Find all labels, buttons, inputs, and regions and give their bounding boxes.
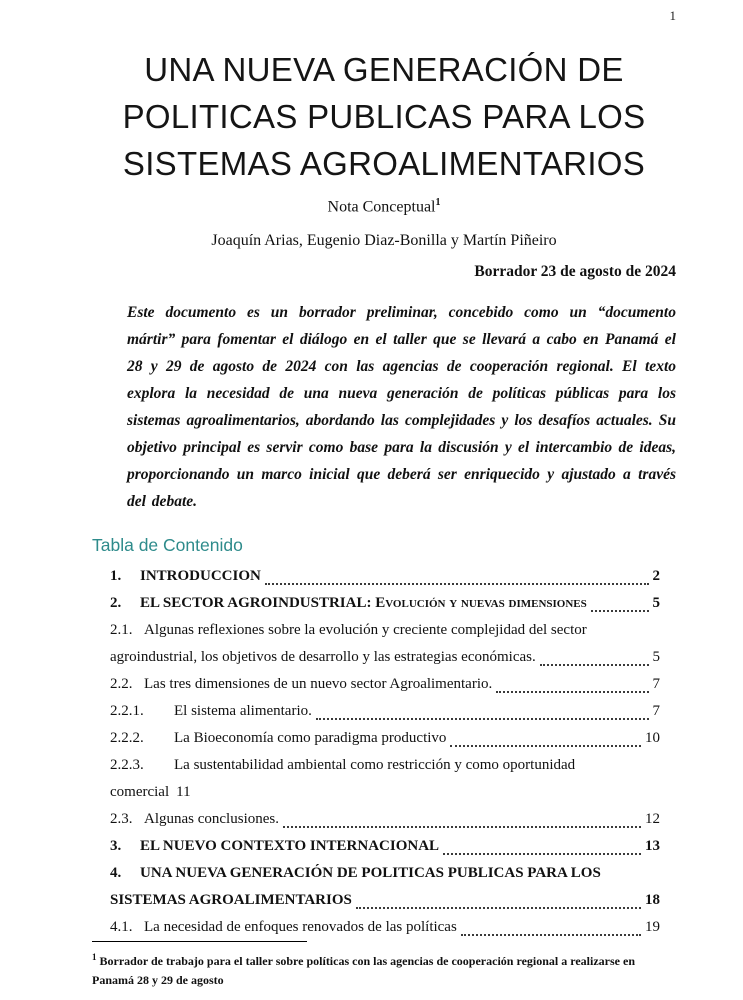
toc-item-label-cont: comercial — [110, 784, 170, 801]
table-of-contents — [110, 563, 660, 941]
toc-item-page[interactable]: 12 — [645, 811, 660, 828]
abstract-paragraph: Este documento es un borrador preliminar, concebido como un “documento mártir” para fomentar el diálogo en el taller que se llevará a cabo en Panamá el 28 y 29 de agosto de 2024 con las agencias de cooperación regional. El texto explora la necesidad de una nueva generación de políticas públicas para los sistemas agroalimentarios, abordando las complejidades y los desafíos actuales. Su objetivo principal es servir como base para la discusión y el intercambio de ideas, proporcionando un marco inicial que deberá ser enriquecido y ajustado a través del debate. — [127, 304, 676, 511]
toc-item-1[interactable] — [110, 563, 660, 590]
toc-item-4-1[interactable] — [110, 914, 660, 941]
toc-item-2-3[interactable] — [110, 806, 660, 833]
dot-leader — [443, 853, 641, 855]
toc-item-label: El sistema alimentario. — [174, 703, 312, 720]
toc-item-number: 2. — [110, 595, 122, 612]
toc-item-2-2-3[interactable] — [110, 752, 660, 806]
subtitle-text: Nota Conceptual — [327, 198, 436, 216]
toc-item-label: La Bioeconomía como paradigma productivo — [174, 730, 447, 747]
toc-item-page[interactable]: 10 — [645, 730, 660, 747]
toc-item-2-2[interactable] — [110, 671, 660, 698]
toc-item-label: UNA NUEVA GENERACIÓN DE POLITICAS PUBLICAS PARA LOS — [140, 865, 601, 882]
toc-item-number: 2.1. — [110, 622, 133, 639]
toc-item-page[interactable]: 7 — [652, 703, 660, 720]
dot-leader — [356, 907, 641, 909]
toc-item-number: 1. — [110, 568, 122, 585]
footnote-marker: 1 — [92, 952, 97, 962]
draft-date: Borrador 23 de agosto de 2024 — [474, 263, 676, 281]
toc-item-page[interactable]: 13 — [645, 838, 660, 855]
toc-item-number: 2.2.2. — [110, 730, 144, 747]
document-title — [92, 46, 676, 187]
title-line-1: UNA NUEVA GENERACIÓN DE — [144, 51, 624, 88]
authors-line: Joaquín Arias, Eugenio Diaz-Bonilla y Martín Piñeiro — [211, 232, 557, 250]
toc-item-4[interactable] — [110, 860, 660, 914]
toc-item-label: EL NUEVO CONTEXTO INTERNACIONAL — [140, 838, 440, 855]
footnote — [92, 941, 676, 990]
toc-item-label-cont: SISTEMAS AGROALIMENTARIOS — [110, 892, 352, 909]
footnote-reference[interactable]: 1 — [435, 197, 441, 208]
dot-leader — [461, 934, 641, 936]
toc-item-label: La necesidad de enfoques renovados de las políticas — [144, 919, 457, 936]
toc-item-label: La sustentabilidad ambiental como restricción y como oportunidad — [174, 757, 576, 774]
dot-leader — [265, 583, 649, 585]
toc-item-number: 2.2.3. — [110, 757, 144, 774]
document-subtitle — [92, 197, 676, 216]
toc-heading: Tabla de Contenido — [92, 535, 243, 556]
dot-leader — [496, 691, 648, 693]
title-line-3: SISTEMAS AGROALIMENTARIOS — [122, 145, 646, 182]
toc-item-page[interactable]: 7 — [652, 676, 660, 693]
page-number: 1 — [669, 8, 676, 23]
toc-item-3[interactable] — [110, 833, 660, 860]
toc-item-2-2-2[interactable] — [110, 725, 660, 752]
toc-item-page[interactable]: 18 — [645, 892, 660, 909]
toc-item-number: 4. — [110, 865, 122, 882]
toc-item-label: Algunas reflexiones sobre la evolución y creciente complejidad del sector — [144, 622, 587, 639]
dot-leader — [450, 745, 641, 747]
toc-item-label: INTRODUCCION — [140, 568, 261, 585]
toc-item-label: Las tres dimensiones de un nuevo sector Agroalimentario. — [144, 676, 493, 693]
dot-leader — [316, 718, 649, 720]
toc-item-number: 3. — [110, 838, 122, 855]
footnote-separator — [92, 941, 307, 942]
footnote-text-block — [92, 948, 676, 990]
toc-item-2-2-1[interactable] — [110, 698, 660, 725]
toc-item-2[interactable] — [110, 590, 660, 617]
toc-item-label-cont: agroindustrial, los objetivos de desarrollo y las estrategias económicas. — [110, 649, 536, 666]
toc-item-page[interactable]: 5 — [652, 595, 660, 612]
toc-item-number: 4.1. — [110, 919, 133, 936]
toc-item-label: EL SECTOR AGROINDUSTRIAL: Evolución y nuevas dimensiones — [140, 595, 587, 612]
toc-item-number: 2.2.1. — [110, 703, 144, 720]
footnote-text: Borrador de trabajo para el taller sobre políticas con las agencias de cooperación regional a realizarse en Panamá 28 y 29 de agosto — [92, 954, 635, 987]
toc-item-number: 2.2. — [110, 676, 133, 693]
toc-item-2-1[interactable] — [110, 617, 660, 671]
toc-item-page[interactable]: 11 — [176, 784, 191, 801]
toc-item-page[interactable]: 19 — [645, 919, 660, 936]
toc-item-label: Algunas conclusiones. — [144, 811, 279, 828]
dot-leader — [283, 826, 641, 828]
title-line-2: POLITICAS PUBLICAS PARA LOS — [122, 98, 646, 135]
toc-item-number: 2.3. — [110, 811, 133, 828]
toc-item-page[interactable]: 2 — [652, 568, 660, 585]
toc-item-page[interactable]: 5 — [652, 649, 660, 666]
dot-leader — [591, 610, 649, 612]
dot-leader — [540, 664, 649, 666]
